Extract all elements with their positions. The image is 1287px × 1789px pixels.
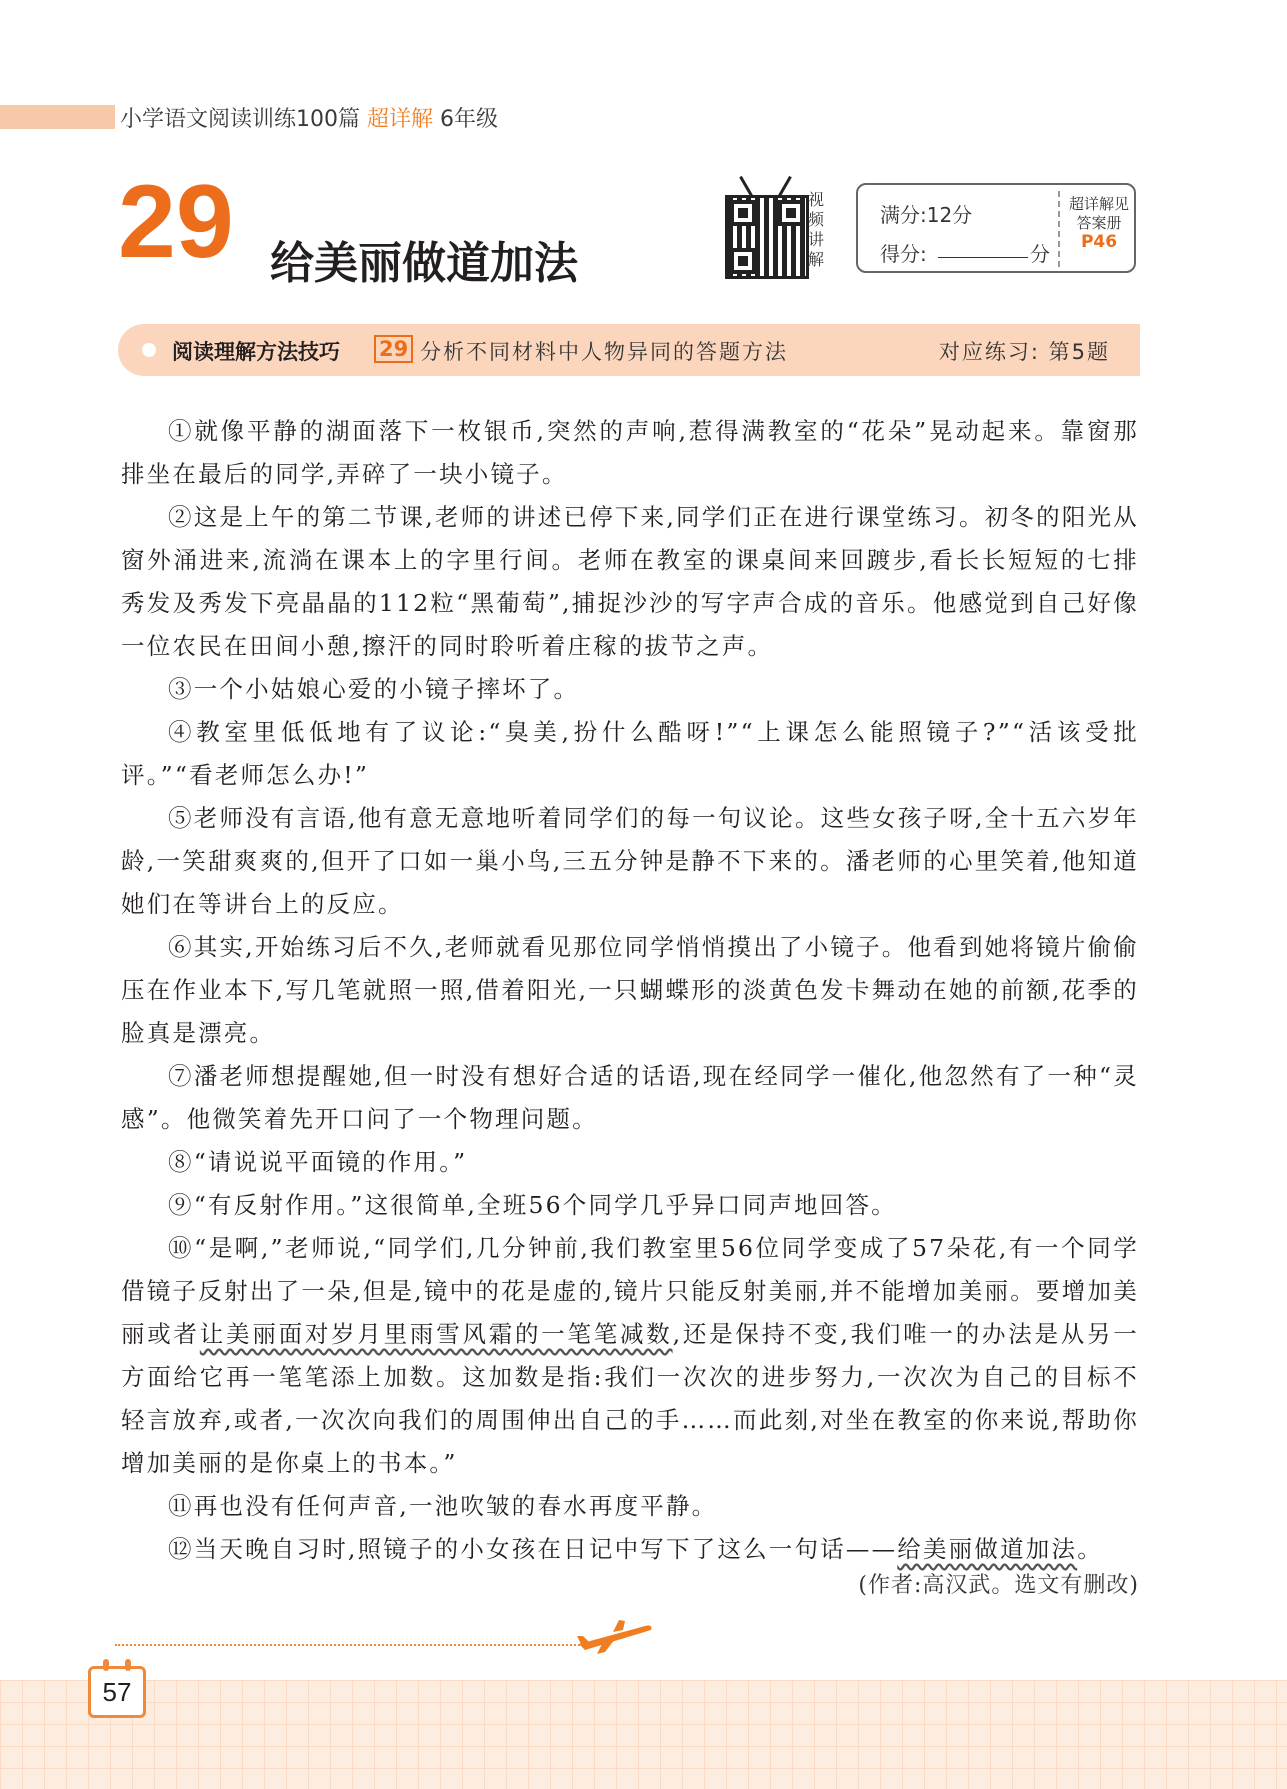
book-header — [120, 102, 498, 133]
dotted-divider — [115, 1644, 595, 1646]
paragraph-text: ⑩“是啊,”老师说,“同学们,几分钟前,我们教室里56位同学变成了57朵花,有一个同学借镜子反射出了一朵,但是,镜中的花是虚的,镜片只能反射美丽,并不能增加美丽。要增加美丽或者 — [121, 1234, 1139, 1348]
score-box — [856, 183, 1136, 273]
method-number: 29 — [374, 335, 413, 363]
answer-ref-line1: 超详解见 — [1068, 195, 1129, 213]
video-label-char: 解 — [807, 250, 824, 269]
paragraph-10 — [121, 1227, 1139, 1485]
paragraph: ③一个小姑娘心爱的小镜子摔坏了。 — [168, 675, 580, 703]
book-highlight: 超详解 — [367, 107, 434, 132]
answer-ref-line2: 答案册 — [1076, 214, 1122, 232]
article-body — [121, 410, 1139, 1571]
video-label-char: 频 — [807, 210, 824, 229]
qr-finder — [778, 200, 804, 226]
bullet-dot-icon — [142, 343, 156, 357]
qr-code-icon[interactable] — [725, 195, 809, 279]
full-score: 满分:12分 — [880, 203, 973, 227]
paragraph-text: ,还是保持不变,我们唯一的办法是从另一方面给它再一笔笔添上加数。这加数是指:我们一次次的进步努力,一次次为自己的目标不轻言放弃,或者,一次次向我们的周围伸出自己的手……而此刻,对坐在教室的你来说,帮助你增加美丽的是你桌上的书本。” — [121, 1320, 1139, 1477]
paragraph: ⑨“有反射作用。”这很简单,全班56个同学几乎异口同声地回答。 — [168, 1191, 897, 1219]
paragraph: ⑧“请说说平面镜的作用。” — [168, 1148, 468, 1176]
header-accent-bar — [0, 105, 115, 129]
lesson-title: 给美丽做道加法 — [270, 238, 578, 289]
page-number: 57 — [102, 1677, 132, 1707]
answer-ref-page: P46 — [1080, 232, 1118, 252]
badge-ring — [103, 1659, 109, 1671]
paragraph: ④教室里低低地有了议论:“臭美,扮什么酷呀!”“上课怎么能照镜子?”“活该受批评。”“看老师怎么办!” — [121, 718, 1139, 789]
footer-grid — [0, 1680, 1287, 1789]
airplane-icon — [575, 1618, 655, 1658]
paragraph: ⑤老师没有言语,他有意无意地听着同学们的每一句议论。这些女孩子呀,全十五六岁年龄,一笑甜爽爽的,但开了口如一巢小鸟,三五分钟是静不下来的。潘老师的心里笑着,他知道她们在等讲台上的反应。 — [121, 804, 1139, 918]
paragraph: ⑦潘老师想提醒她,但一时没有想好合适的话语,现在经同学一催化,他忽然有了一种“灵感”。他微笑着先开口问了一个物理问题。 — [121, 1062, 1139, 1133]
qr-finder — [730, 248, 756, 274]
badge-ring — [125, 1659, 131, 1671]
score-divider — [1058, 191, 1060, 267]
video-label-char: 讲 — [807, 230, 824, 249]
paragraph-12 — [121, 1528, 1139, 1571]
paragraph-text: 。 — [1077, 1535, 1103, 1563]
qr-finder — [730, 200, 756, 226]
wavy-underlined-text: 让美丽面对岁月里雨雪风霜的一笔笔减数 — [199, 1320, 673, 1348]
wavy-underlined-text: 给美丽做道加法 — [897, 1535, 1078, 1563]
source-attribution: (作者:高汉武。选文有删改) — [858, 1573, 1139, 1598]
paragraph-11: ⑪再也没有任何声音,一池吹皱的春水再度平静。 — [168, 1492, 718, 1520]
answer-reference — [1062, 195, 1136, 252]
paragraph: ⑥其实,开始练习后不久,老师就看见那位同学悄悄摸出了小镜子。他看到她将镜片偷偷压在作业本下,写几笔就照一照,借着阳光,一只蝴蝶形的淡黄色发卡舞动在她的前额,花季的脸真是漂亮。 — [121, 933, 1139, 1047]
score-label: 得分: — [880, 242, 927, 266]
lesson-number: 29 — [118, 164, 234, 280]
grade-label: 6年级 — [440, 107, 499, 132]
method-label: 阅读理解方法技巧 — [172, 340, 340, 364]
video-label — [806, 190, 826, 270]
method-banner — [118, 324, 1140, 376]
page-number-badge — [88, 1666, 146, 1718]
score-blank-field[interactable] — [938, 257, 1028, 258]
paragraph-text: ⑫当天晚自习时,照镜子的小女孩在日记中写下了这么一句话—— — [168, 1535, 898, 1563]
video-label-char: 视 — [807, 190, 824, 209]
book-title: 小学语文阅读训练100篇 — [120, 107, 360, 132]
method-text: 分析不同材料中人物异同的答题方法 — [420, 340, 788, 364]
paragraph: ①就像平静的湖面落下一枚银币,突然的声响,惹得满教室的“花朵”晃动起来。靠窗那排坐在最后的同学,弄碎了一块小镜子。 — [121, 417, 1139, 488]
method-exercise: 对应练习: 第5题 — [938, 340, 1110, 364]
paragraph: ②这是上午的第二节课,老师的讲述已停下来,同学们正在进行课堂练习。初冬的阳光从窗外涌进来,流淌在课本上的字里行间。老师在教室的课桌间来回踱步,看长长短短的七排秀发及秀发下亮晶晶的112粒“黑葡萄”,捕捉沙沙的写字声合成的音乐。他感觉到自己好像一位农民在田间小憩,擦汗的同时聆听着庄稼的拔节之声。 — [121, 503, 1139, 660]
score-unit: 分 — [1030, 242, 1050, 266]
